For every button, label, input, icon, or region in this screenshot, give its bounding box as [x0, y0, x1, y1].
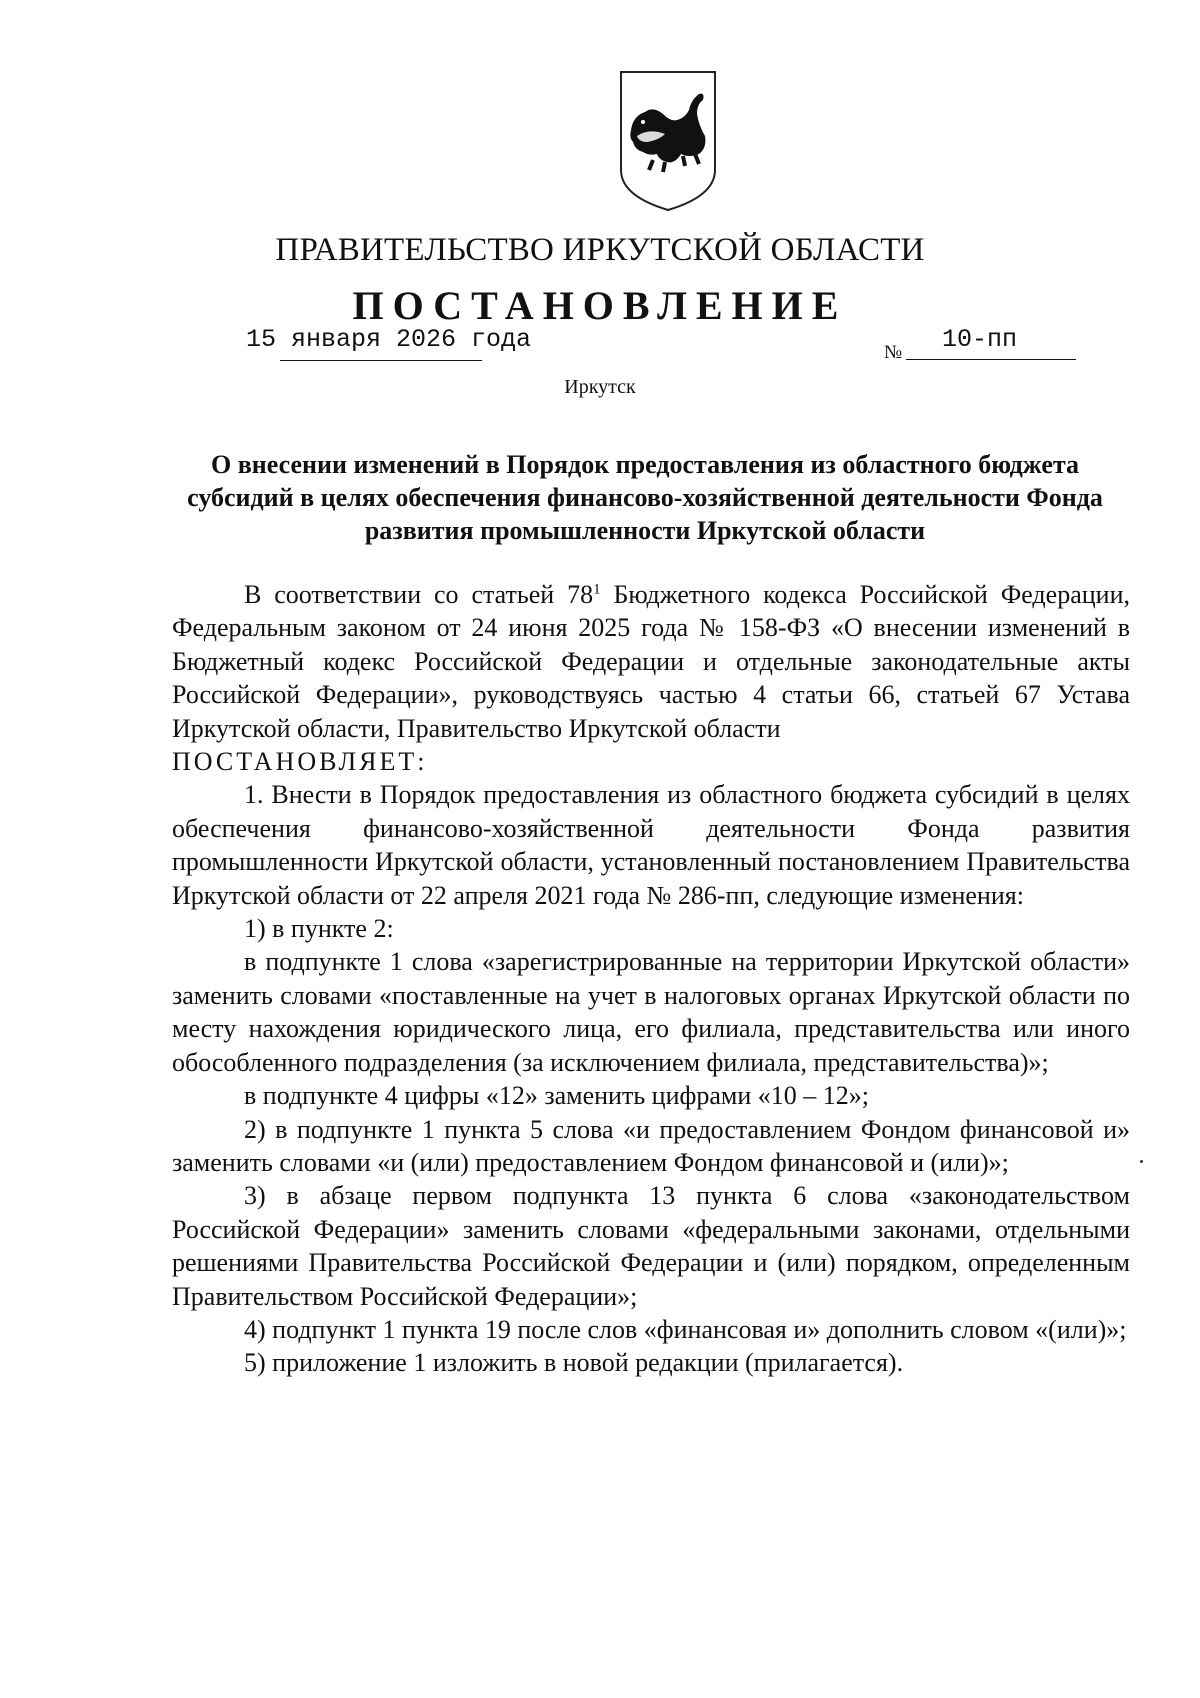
document-body — [172, 578, 1130, 1380]
paragraph-6: 3) в абзаце первом подпункта 13 пункта 6 слова «законодательством Российской Федерации» заменить словами «федеральными законами, отдельными решениями Правительства Российской Федерации и (или) порядком, определенным Правительством Российской Федерации»; — [172, 1181, 1130, 1311]
paragraph-2: 1) в пункте 2: — [244, 914, 394, 944]
paragraph-3: в подпункте 1 слова «зарегистрированные на территории Иркутской области» заменить словами «поставленные на учет в налоговых органах Иркутской области по месту нахождения юридического лица, его филиала, представительства или иного обособленного подразделения (за исключением филиала, представительства)»; — [172, 947, 1130, 1077]
number-underline — [906, 359, 1076, 360]
city-name: Иркутск — [564, 376, 636, 398]
document-number: 10-пп — [942, 325, 1018, 354]
paragraph-4: в подпункте 4 цифры «12» заменить цифрами «10 – 12»; — [244, 1081, 869, 1111]
resolves-heading: ПОСТАНОВЛЯЕТ: — [172, 747, 428, 777]
paragraph-8: 5) приложение 1 изложить в новой редакции (прилагается). — [244, 1348, 904, 1378]
paragraph-7: 4) подпункт 1 пункта 19 после слов «финансовая и» дополнить словом «(или)»; — [244, 1314, 1127, 1344]
superscript: 1 — [593, 581, 601, 598]
paragraph-1: 1. Внести в Порядок предоставления из областного бюджета субсидий в целях обеспечения финансово-хозяйственной деятельности Фонда развития промышленности Иркутской области, установленный постановлением Правительства Иркутской области от 22 апреля 2021 года № 286-пп, следующие изменения: — [172, 780, 1130, 910]
government-name: ПРАВИТЕЛЬСТВО ИРКУТСКОЙ ОБЛАСТИ — [275, 232, 925, 268]
date-underline — [280, 360, 482, 361]
number-sign: № — [884, 342, 903, 363]
document-subject: О внесении изменений в Порядок предоставления из областного бюджета субсидий в целях обеспечения финансово-хозяйственной деятельности Фонда развития промышленности Иркутской области — [187, 450, 1103, 545]
document-date: 15 января 2026 года — [246, 325, 532, 354]
paragraph-5: 2) в подпункте 1 пункта 5 слова «и предоставлением Фондом финансовой и» заменить словами «и (или) предоставлением Фондом финансовой и (или)»; — [172, 1114, 1130, 1177]
coat-of-arms-emblem — [619, 70, 717, 212]
document-type-title: ПОСТАНОВЛЕНИЕ — [352, 283, 848, 328]
scan-speck — [1140, 1160, 1143, 1163]
preamble-paragraph: В соответствии со статьей $78^1$ Бюджетного кодекса Российской Федерации, Федеральным законом от 24 июня 2025 года № 158-ФЗ «О внесении изменений в Бюджетный кодекс Российской Федерации и отдельные законодательные акты Российской Федерации», руководствуясь частью 4 статьи 66, статьей 67 Устава Иркутской области, Правительство Иркутской области — [172, 580, 1130, 743]
